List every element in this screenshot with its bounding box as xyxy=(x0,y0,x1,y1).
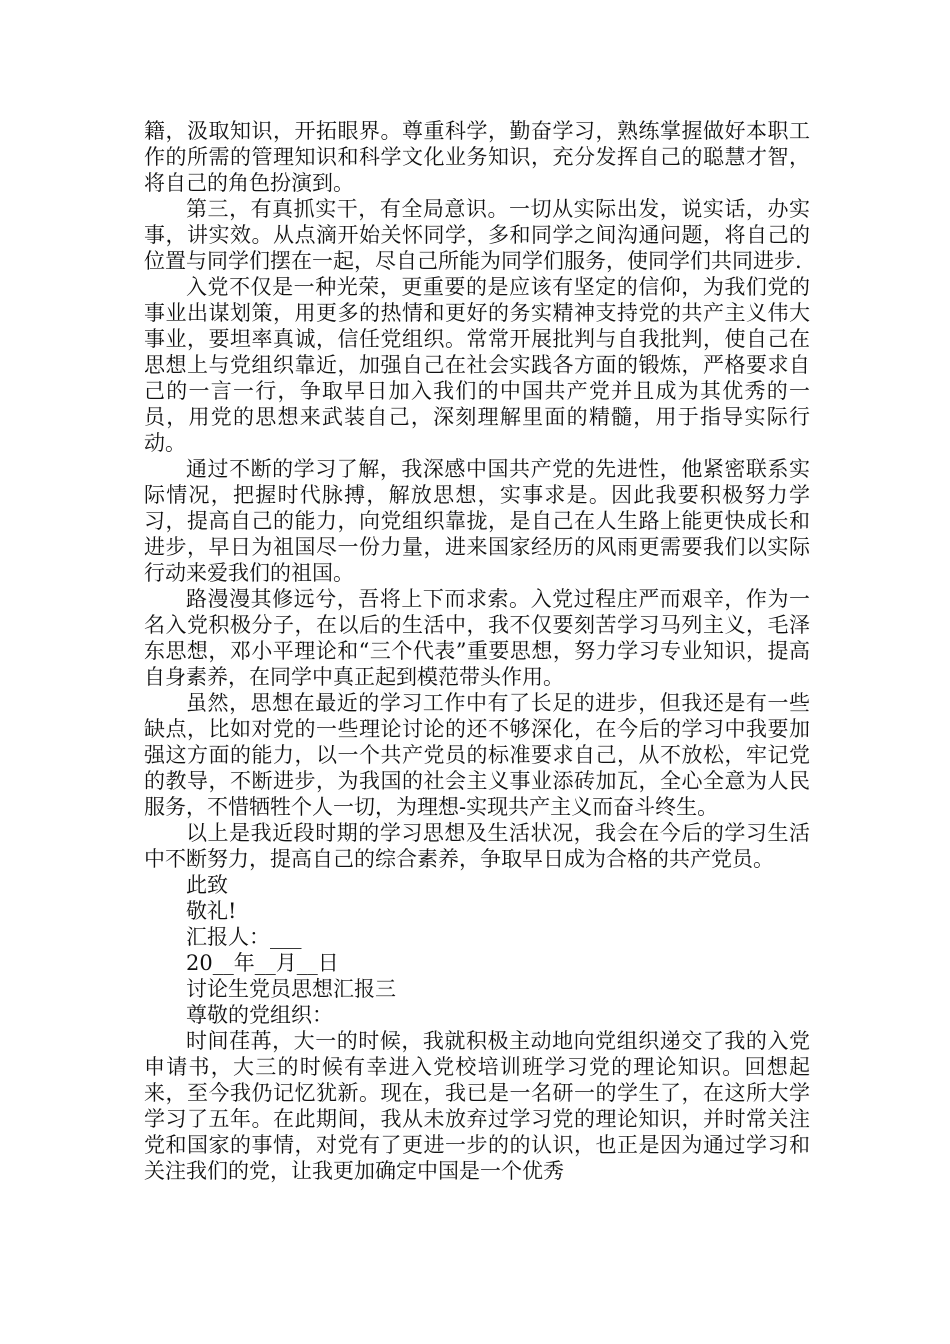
document-page xyxy=(144,118,810,1184)
closing-salutation: 此致 xyxy=(186,873,228,897)
paragraph-8: 时间荏苒，大一的时候，我就积极主动地向党组织递交了我的入党申请书，大三的时候有幸进入党校培训班学习党的理论知识。回想起来，至今我仍记忆犹新。现在，我已是一名研一的学生了，在这所大学学习了五年。在此期间，我从未放弃过学习党的理论知识，并时常关注党和国家的事情，对党有了更进一步的的认识，也正是因为通过学习和关注我们的党，让我更加确定中国是一个优秀 xyxy=(144,1029,810,1183)
paragraph-2: 第三，有真抓实干，有全局意识。一切从实际出发，说实话，办实事，讲实效。从点滴开始关怀同学，多和同学之间沟通问题，将自己的位置与同学们摆在一起，尽自己所能为同学们服务，使同学们共同进步. xyxy=(144,197,810,273)
date-line: 20__年__月__日 xyxy=(186,951,339,975)
paragraph-5: 路漫漫其修远兮，吾将上下而求索。入党过程庄严而艰辛，作为一名入党积极分子，在以后的生活中，我不仅要刻苦学习马列主义，毛泽东思想，邓小平理论和“三个代表”重要思想，努力学习专业知识，提高自身素养，在同学中真正起到模范带头作用。 xyxy=(144,587,810,689)
reporter-line: 汇报人：___ xyxy=(186,925,302,949)
section-title: 讨论生党员思想汇报三 xyxy=(186,977,396,1001)
paragraph-1: 籍，汲取知识，开拓眼界。尊重科学，勤奋学习，熟练掌握做好本职工作的所需的管理知识和科学文化业务知识，充分发挥自己的聪慧才智，将自己的角色扮演到。 xyxy=(144,119,810,195)
closing-regards: 敬礼! xyxy=(186,899,237,923)
paragraph-4: 通过不断的学习了解，我深感中国共产党的先进性，他紧密联系实际情况，把握时代脉搏，解放思想，实事求是。因此我要积极努力学习，提高自己的能力，向党组织靠拢，是自己在人生路上能更快成长和进步，早日为祖国尽一份力量，进来国家经历的风雨更需要我们以实际行动来爱我们的祖国。 xyxy=(144,457,810,585)
greeting: 尊敬的党组织： xyxy=(186,1003,333,1027)
paragraph-6: 虽然，思想在最近的学习工作中有了长足的进步，但我还是有一些缺点，比如对党的一些理论讨论的还不够深化，在今后的学习中我要加强这方面的能力，以一个共产党员的标准要求自己，从不放松，牢记党的教导，不断进步，为我国的社会主义事业添砖加瓦，全心全意为人民服务，不惜牺牲个人一切，为理想-实现共产主义而奋斗终生。 xyxy=(144,691,810,819)
paragraph-3: 入党不仅是一种光荣，更重要的是应该有坚定的信仰，为我们党的事业出谋划策，用更多的热情和更好的务实精神支持党的共产主义伟大事业，要坦率真诚，信任党组织。常常开展批判与自我批判，使自己在思想上与党组织靠近，加强自己在社会实践各方面的锻炼，严格要求自己的一言一行，争取早日加入我们的中国共产党并且成为其优秀的一员，用党的思想来武装自己，深刻理解里面的精髓，用于指导实际行动。 xyxy=(144,275,810,455)
paragraph-7: 以上是我近段时期的学习思想及生活状况，我会在今后的学习生活中不断努力，提高自己的综合素养，争取早日成为合格的共产党员。 xyxy=(144,821,810,871)
